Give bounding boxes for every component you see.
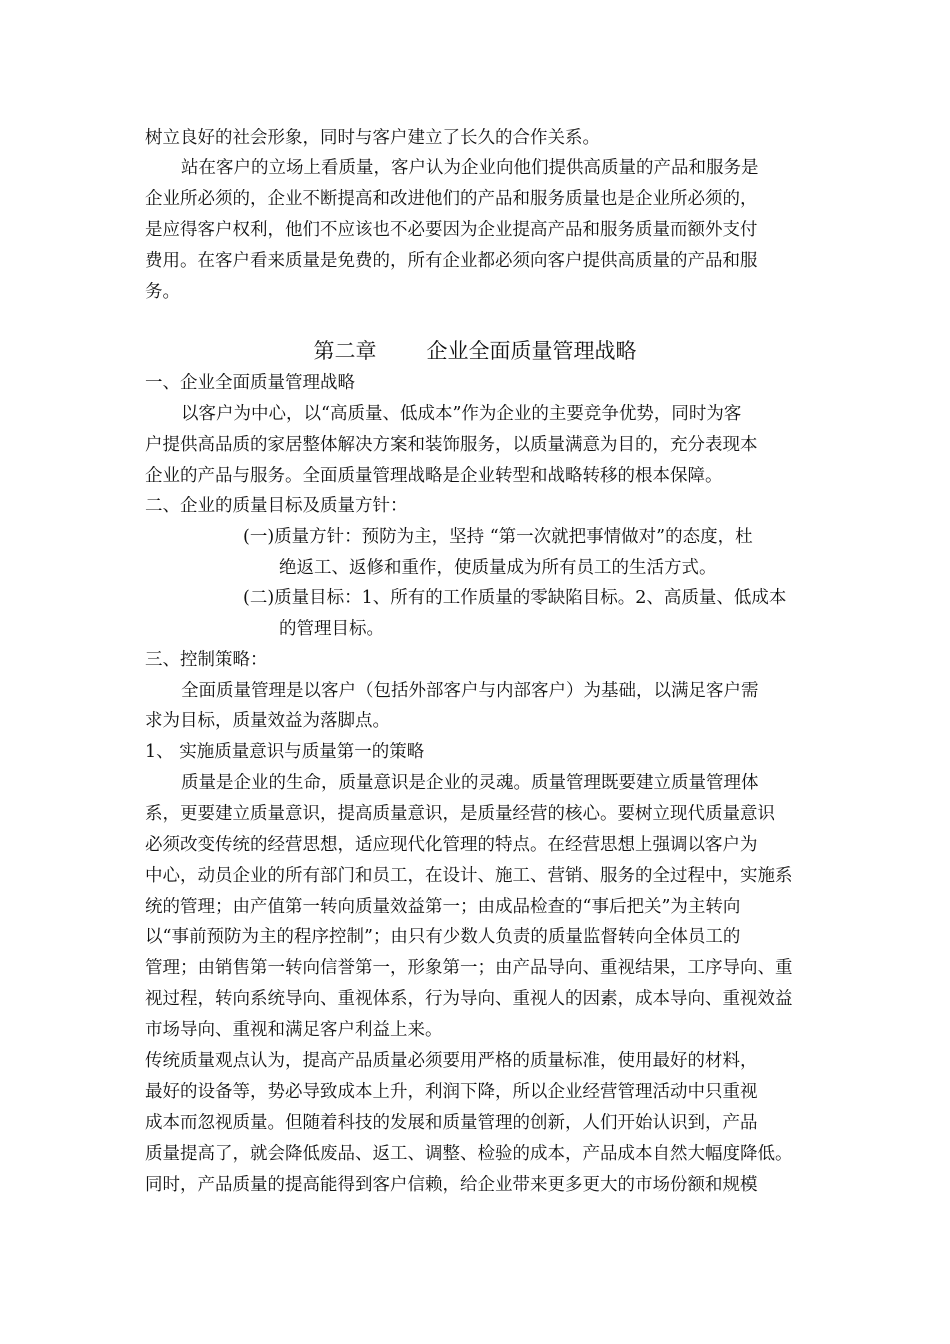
section-heading: 三、控制策略： [145,650,268,670]
paragraph-line: 质量是企业的生命，质量意识是企业的灵魂。质量管理既要建立质量管理体 [181,773,759,793]
chapter-number: 第二章 [313,339,377,363]
paragraph-line: 成本而忽视质量。但随着科技的发展和质量管理的创新，人们开始认识到，产品 [145,1113,758,1133]
paragraph-line: 市场导向、重视和满足客户利益上来。 [145,1020,443,1040]
section-heading: 一、企业全面质量管理战略 [145,373,355,393]
paragraph-line: 以“事前预防为主的程序控制”；由只有少数人负责的质量监督转向全体员工的 [145,927,741,947]
paragraph-line: 全面质量管理是以客户（包括外部客户与内部客户）为基础，以满足客户需 [181,681,759,701]
paragraph-line: 同时，产品质量的提高能得到客户信赖，给企业带来更多更大的市场份额和规模 [145,1175,758,1195]
paragraph-line: 树立良好的社会形象，同时与客户建立了长久的合作关系。 [145,128,600,148]
chapter-title [0,334,950,368]
paragraph-line: 最好的设备等，势必导致成本上升，利润下降，所以企业经营管理活动中只重视 [145,1082,758,1102]
paragraph-line: 视过程，转向系统导向、重视体系，行为导向、重视人的因素，成本导向、重视效益 [145,989,793,1009]
list-item-line: (二)质量目标：1、所有的工作质量的零缺陷目标。2、高质量、低成本 [243,588,787,608]
paragraph-line: 统的管理；由产值第一转向质量效益第一；由成品检查的“事后把关”为主转向 [145,897,741,917]
paragraph-line: 户提供高品质的家居整体解决方案和装饰服务，以质量满意为目的，充分表现本 [145,435,758,455]
section-heading: 二、企业的质量目标及质量方针： [145,496,408,516]
paragraph-line: 求为目标，质量效益为落脚点。 [145,711,390,731]
paragraph-line: 中心，动员企业的所有部门和员工，在设计、施工、营销、服务的全过程中，实施系 [145,866,793,886]
paragraph-line: 务。 [145,282,180,302]
subsection-heading: 1、 实施质量意识与质量第一的策略 [145,742,425,762]
paragraph-line: 费用。在客户看来质量是免费的，所有企业都必须向客户提供高质量的产品和服 [145,251,758,271]
paragraph-line: 站在客户的立场上看质量，客户认为企业向他们提供高质量的产品和服务是 [181,158,759,178]
paragraph-line: 是应得客户权利，他们不应该也不必要因为企业提高产品和服务质量而额外支付 [145,220,758,240]
paragraph-line: 管理；由销售第一转向信誉第一，形象第一；由产品导向、重视结果，工序导向、重 [145,958,793,978]
paragraph-line: 以客户为中心，以“高质量、低成本”作为企业的主要竞争优势，同时为客 [181,404,742,424]
paragraph-line: 系，更要建立质量意识，提高质量意识，是质量经营的核心。要树立现代质量意识 [145,804,775,824]
paragraph-line: 必须改变传统的经营思想，适应现代化管理的特点。在经营思想上强调以客户为 [145,835,758,855]
list-item-line: (一)质量方针：预防为主，坚持 “第一次就把事情做对”的态度，杜 [243,527,753,547]
list-item-line: 绝返工、返修和重作，使质量成为所有员工的生活方式。 [279,558,717,578]
paragraph-line: 企业的产品与服务。全面质量管理战略是企业转型和战略转移的根本保障。 [145,466,723,486]
paragraph-line: 传统质量观点认为，提高产品质量必须要用严格的质量标准，使用最好的材料， [145,1051,758,1071]
chapter-name: 企业全面质量管理战略 [426,339,637,363]
paragraph-line: 质量提高了，就会降低废品、返工、调整、检验的成本，产品成本自然大幅度降低。 [145,1144,793,1164]
paragraph-line: 企业所必须的，企业不断提高和改进他们的产品和服务质量也是企业所必须的， [145,189,758,209]
list-item-line: 的管理目标。 [279,619,384,639]
